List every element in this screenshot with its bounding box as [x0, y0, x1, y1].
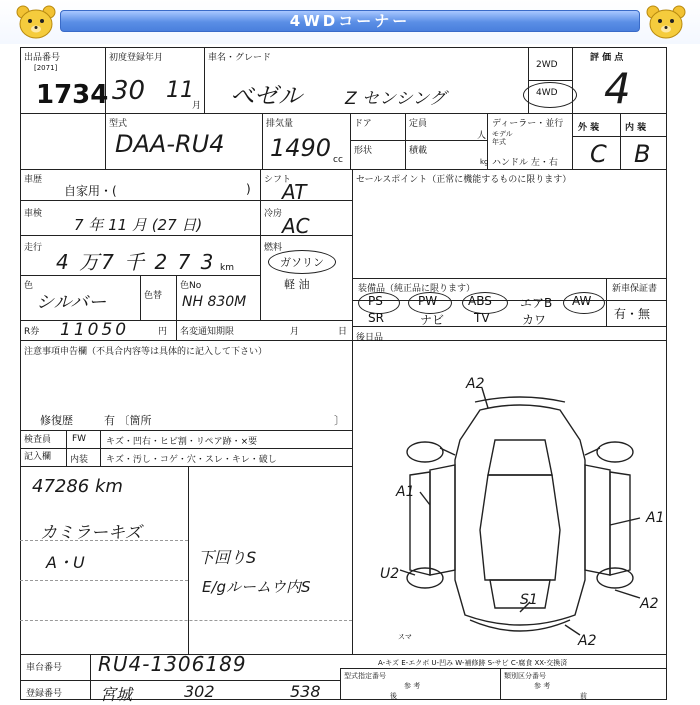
shape-label: 形状 — [354, 146, 373, 156]
dealer-label: ディーラー・並行 — [492, 119, 564, 129]
paren-close: ) — [246, 182, 251, 196]
color-change-label: 色替 — [144, 291, 163, 301]
equip-sr: SR — [368, 311, 384, 325]
color-value: シルバー — [36, 292, 107, 313]
equip-airbag: エアB — [520, 296, 553, 310]
car-grade: Z センシング — [345, 89, 446, 109]
capacity-label: 定員 — [409, 119, 428, 129]
equip-aw: AW — [572, 294, 592, 308]
score-label: 評 価 点 — [590, 53, 624, 63]
after-items-label: 後日品 — [356, 333, 384, 343]
caution-label: 注意事項申告欄（不具合内容等は具体的に記入して下さい） — [24, 347, 268, 357]
equip-pw: PW — [418, 294, 438, 308]
reg-month: 11 — [166, 78, 194, 103]
car-name: べゼル — [230, 82, 302, 110]
mileage-value: 4 万7 千 2 7 3 — [56, 250, 216, 274]
repair-value: 有 〔箇所 — [104, 414, 152, 427]
damage-label-a2-right: A2 — [640, 596, 659, 612]
color-label: 色 — [24, 281, 34, 291]
person-unit: 人 — [477, 131, 487, 141]
month-suffix: 月 — [192, 101, 202, 111]
recycle-value: 11050 — [60, 320, 130, 340]
fw-label: FW — [72, 434, 87, 444]
reg-number-num: 538 — [290, 682, 321, 701]
exterior-grade: C — [590, 140, 607, 168]
exhibit-label: 出品番号 — [24, 53, 61, 63]
recycle-label: R券 — [24, 327, 40, 337]
note-underside-rust: 下回りS — [198, 548, 257, 567]
note-engine-room-rust: E/gルームウ内S — [202, 578, 311, 596]
warranty-label: 新車保証書 — [612, 284, 658, 294]
interior-grade: B — [634, 140, 651, 168]
km-unit: km — [220, 263, 234, 273]
smart-label: スマ — [398, 633, 412, 641]
inspection-label: 車検 — [24, 209, 43, 219]
kg-unit: kg — [480, 158, 489, 166]
reg-number-class: 302 — [184, 682, 215, 701]
door-label: ドア — [354, 119, 372, 129]
cc-unit: cc — [333, 155, 343, 165]
ac-value: AC — [282, 214, 310, 238]
car-history-label: 車歴 — [24, 175, 43, 185]
exhibit-small: [2071] — [34, 64, 58, 72]
shift-value: AT — [282, 180, 307, 204]
equipment-label: 装備品（純正品に限ります） — [358, 284, 476, 294]
back-label: 後 — [390, 692, 397, 700]
car-damage-diagram — [370, 380, 665, 655]
displacement-label: 排気量 — [266, 119, 294, 129]
damage-legend: A-キズ E-エクボ U-凹み W-補修跡 S-サビ C-腐食 XX-交換済 — [378, 659, 568, 667]
chassis-label: 車台番号 — [26, 663, 63, 673]
damage-label-u2: U2 — [380, 566, 400, 582]
damage-label-s1: S1 — [520, 592, 538, 608]
fuel-label: 燃料 — [264, 243, 283, 253]
reg-number-area: 宮城 — [100, 685, 133, 704]
score-value: 4 — [604, 64, 631, 113]
yen-unit: 円 — [158, 327, 168, 337]
fuel-light-oil: 軽 油 — [284, 278, 310, 291]
shift-label: シフト — [264, 175, 292, 185]
note-odometer: 47286 km — [32, 476, 123, 497]
option-4wd: 4WD — [536, 88, 558, 98]
bear-mascot-icon — [644, 4, 688, 40]
front-label: 前 — [580, 692, 587, 700]
chassis-number: RU4-1306189 — [98, 652, 247, 676]
damage-label-a2-bottom: A2 — [578, 633, 597, 649]
equip-tv: TV — [474, 311, 490, 325]
category-label: 類別区分番号 — [504, 672, 546, 680]
color-no-value: NH 830M — [182, 294, 247, 310]
repair-label: 修復歴 — [40, 414, 73, 427]
handle-label: ハンドル 左・右 — [492, 158, 558, 168]
note-au: A・U — [46, 553, 85, 572]
reg-year: 30 — [112, 76, 146, 106]
interior-label: 内 装 — [625, 123, 647, 133]
load-label: 積載 — [409, 146, 428, 156]
ref-label-2: 参 考 — [534, 682, 551, 690]
page-title: 4WDコーナー — [289, 12, 411, 30]
equip-leather: カワ — [522, 313, 547, 327]
exhibit-number: 1734 — [36, 80, 109, 110]
displacement-value: 1490 — [270, 134, 332, 162]
fuel-gasoline: ガソリン — [280, 256, 324, 269]
equip-ps: PS — [368, 294, 383, 308]
color-no-label: 色No — [180, 281, 202, 291]
fw-items: キズ・凹右・ヒビ割・リペア跡・×要 — [106, 437, 258, 447]
reg-year-label: 初度登録年月 — [109, 53, 164, 63]
bear-mascot-icon — [14, 4, 58, 40]
model-value: DAA-RU4 — [115, 130, 225, 158]
reg-number-label: 登録番号 — [26, 689, 63, 699]
name-change-day: 日 — [338, 327, 348, 337]
name-change-label: 名変通知期限 — [180, 327, 235, 337]
equip-abs: ABS — [468, 294, 492, 308]
model-year-label: モデル 年式 — [492, 130, 513, 146]
ac-label: 冷房 — [264, 209, 283, 219]
inspection-value: 7 年 11 月 (27 日) — [74, 216, 203, 234]
sales-point-label: セールスポイント（正常に機能するものに限ります） — [356, 175, 572, 185]
damage-label-a1-right: A1 — [646, 510, 665, 526]
model-label: 型式 — [109, 119, 128, 129]
equip-navi: ナビ — [420, 313, 445, 327]
option-2wd: 2WD — [536, 60, 558, 70]
model-design-label: 型式指定番号 — [344, 672, 386, 680]
mileage-label: 走行 — [24, 243, 43, 253]
inspector-label: 検査員 記入欄 — [24, 435, 52, 462]
interior-check-label: 内装 — [70, 455, 89, 465]
car-name-label: 車名・グレード — [208, 53, 272, 63]
car-history-value: 自家用・( — [64, 184, 117, 198]
damage-label-a2-top: A2 — [466, 376, 485, 392]
ref-label-1: 参 考 — [404, 682, 421, 690]
repair-bracket-close: 〕 — [334, 414, 345, 427]
name-change-month: 月 — [290, 327, 300, 337]
note-mirror-scratch: カミラーキズ — [40, 523, 142, 543]
interior-items: キズ・汚し・コゲ・穴・スレ・キレ・破し — [106, 455, 277, 465]
warranty-value: 有・無 — [614, 307, 651, 321]
exterior-label: 外 装 — [578, 123, 600, 133]
damage-label-a1-left: A1 — [396, 484, 415, 500]
